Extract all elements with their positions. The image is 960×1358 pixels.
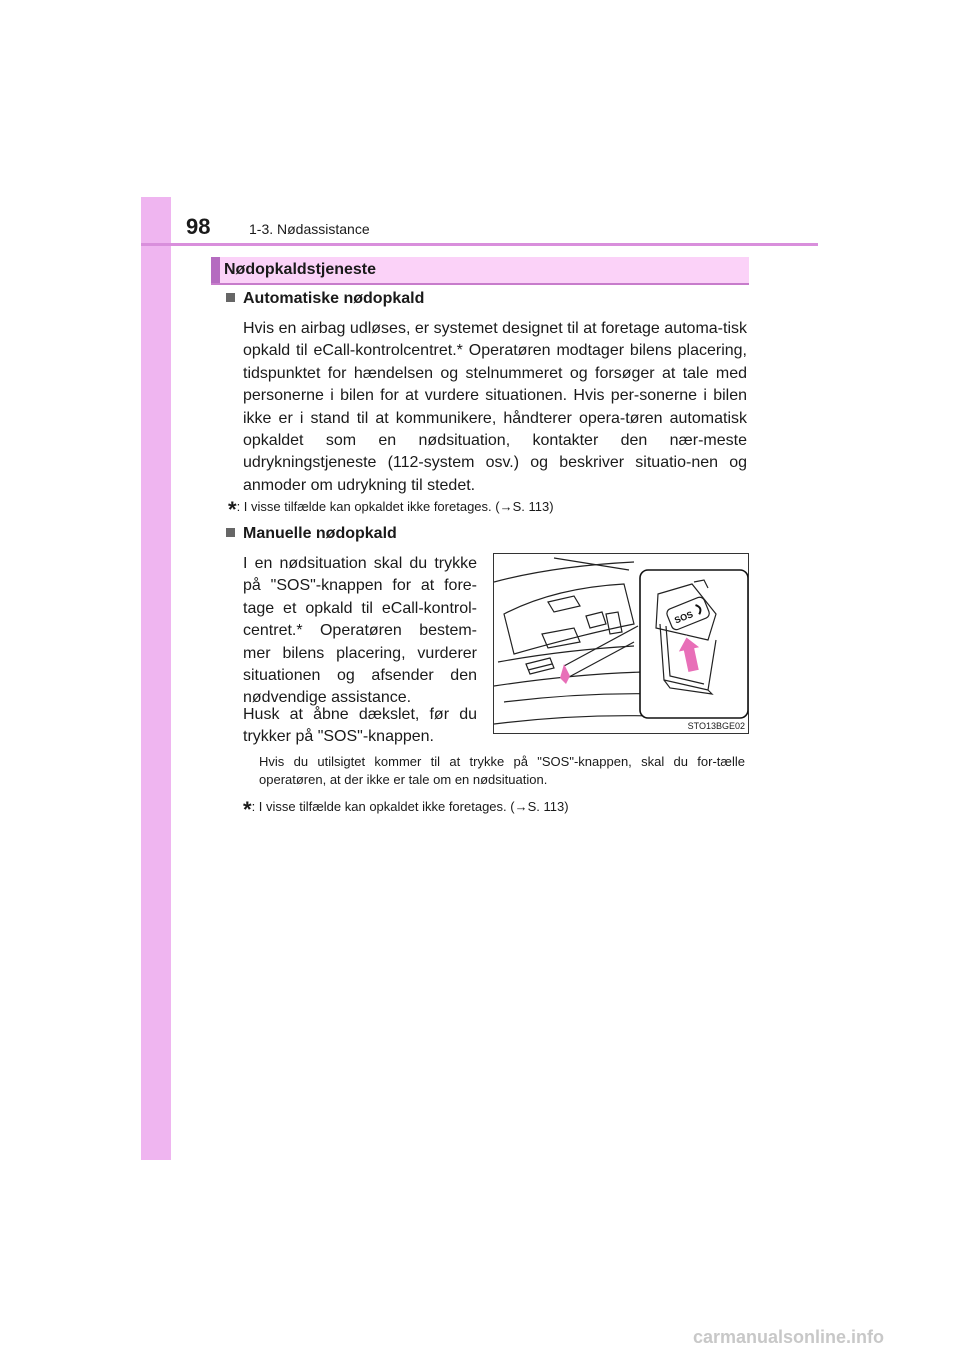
section-title: 1-3. Nødassistance <box>249 221 370 237</box>
page-number: 98 <box>186 214 211 239</box>
square-bullet-icon <box>226 528 235 537</box>
sos-button-label: SOS <box>673 609 695 626</box>
header-rule <box>141 243 818 246</box>
figure-code: STO13BGE02 <box>687 721 745 731</box>
asterisk-icon: * <box>228 497 237 522</box>
sos-button-illustration <box>493 553 749 734</box>
manual-paragraph-2: Husk at åbne dækslet, før du trykker på "SOS"-knappen. <box>243 706 477 746</box>
footnote-automatic <box>228 497 554 523</box>
automatic-paragraph: Hvis en airbag udløses, er systemet designet til at foretage automa-tisk opkald til eCall-kontrolcentret.* Operatøren modtager bilens placering, tidspunktet for hændelsen og stelnummeret og forsøger at tale med personerne i bilen for at vurdere situationen. Hvis per-sonerne i bilen ikke er i stand til at kommunikere, håndterer opera-tøren automatisk opkaldet som en nødsituation, kontakter den nær-meste udrykningstjeneste (112-system osv.) og beskriver situatio-nen og anmoder om udrykning til stedet. <box>243 320 747 494</box>
square-bullet-icon <box>226 293 235 302</box>
asterisk-icon: * <box>243 797 252 822</box>
watermark: carmanualsonline.info <box>693 1327 885 1347</box>
footnote-automatic-text: : I visse tilfælde kan opkaldet ikke foretages. (→S. 113) <box>236 499 554 514</box>
topic-banner <box>211 257 749 285</box>
subheading-manual <box>226 525 397 543</box>
footnote-manual-text: : I visse tilfælde kan opkaldet ikke foretages. (→S. 113) <box>251 799 569 814</box>
banner-accent <box>211 257 220 283</box>
chapter-sidebar <box>141 197 171 1160</box>
banner-title: Nødopkaldstjeneste <box>224 261 377 278</box>
pink-indicator-icon <box>560 664 570 684</box>
overhead-console-drawing <box>494 554 749 734</box>
manual-paragraph: I en nødsituation skal du trykke på "SOS"-knappen for at fore-tage et opkald til eCall-kontrol-centret.* Operatøren bestem-mer bilens placering, vurderer situationen og afsender den nødvendige assistance. <box>243 555 477 707</box>
manual-note: Hvis du utilsigtet kommer til at trykke på "SOS"-knappen, skal du for-tælle operatøren, at der ikke er tale om en nødsituation. <box>259 754 745 787</box>
footnote-manual <box>243 797 569 823</box>
subheading-automatic <box>226 290 424 308</box>
subheading-manual-text: Manuelle nødopkald <box>243 525 397 542</box>
subheading-automatic-text: Automatiske nødopkald <box>243 290 425 307</box>
